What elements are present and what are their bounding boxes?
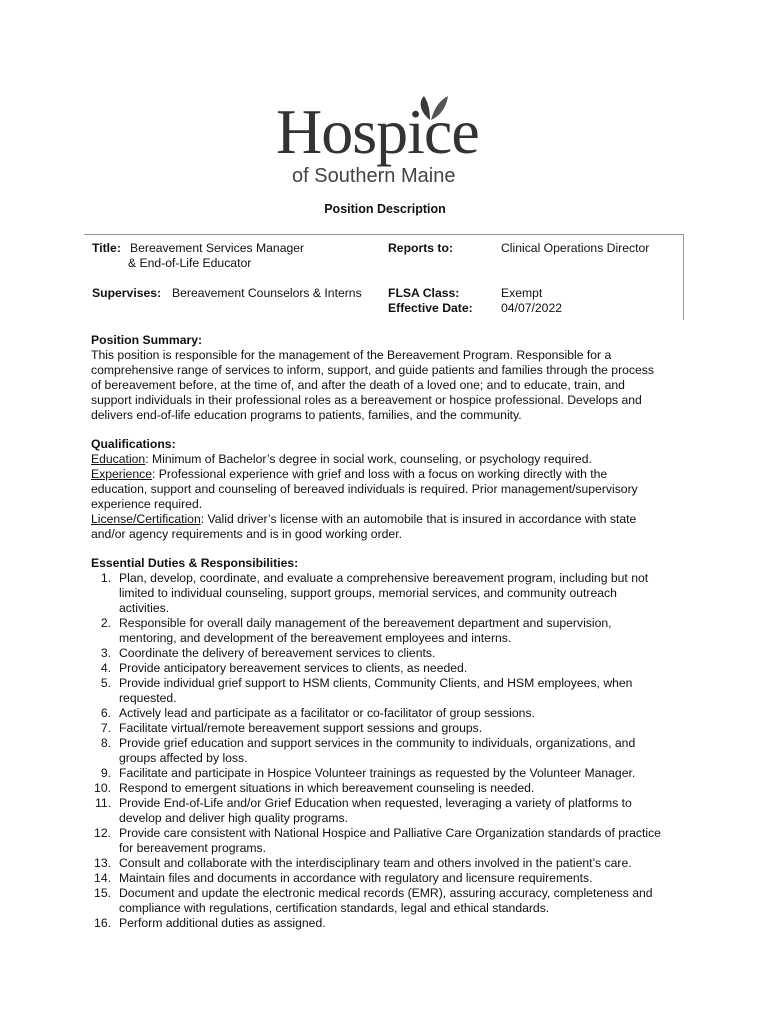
duty-item [91,616,691,646]
duty-text: Plan, develop, coordinate, and evaluate a comprehensive bereavement program, including but not [119,571,649,585]
duty-text: Responsible for overall daily management of the bereavement department and supervision, [119,616,612,630]
duty-item [91,886,691,916]
duty-item [91,721,691,736]
license-label: License/Certification [91,512,201,526]
duty-text: compliance with regulations, certification standards, legal and ethical standards. [119,901,550,915]
duty-item [91,571,691,616]
duty-item [91,661,691,676]
experience-label: Experience [91,467,152,481]
duty-item [91,766,691,781]
position-summary [91,333,691,423]
document-title: Position Description [324,202,446,216]
duty-text: limited to individual counseling, support groups, memorial services, and community outreach [119,586,617,600]
duty-item [91,856,691,871]
duty-item [91,676,691,706]
summary-line: This position is responsible for the management of the Bereavement Program. Responsible for a [91,348,612,362]
duty-text: Facilitate and participate in Hospice Volunteer trainings as requested by the Volunteer Manager. [119,766,636,780]
duty-number: 12. [94,826,111,840]
duty-item [91,646,691,661]
header-rule-top [84,234,684,235]
duty-text: Provide End-of-Life and/or Grief Education when requested, leveraging a variety of platforms to [119,796,632,810]
duty-item [91,871,691,886]
duty-item [91,706,691,721]
duty-item [91,826,691,856]
duty-number: 10. [94,781,111,795]
duty-text: Respond to emergent situations in which bereavement counseling is needed. [119,781,535,795]
flsa-class-value: Exempt [501,286,543,300]
experience-line: experience required. [91,497,203,511]
experience-text: : Professional experience with grief and loss with a focus on working directly with the [151,467,608,481]
duty-text: Perform additional duties as assigned. [119,916,326,930]
duty-number: 4. [100,661,111,675]
duty-text: groups affected by loss. [119,751,248,765]
duty-number: 13. [94,856,111,870]
experience-line [91,467,691,482]
position-summary-heading: Position Summary: [91,333,203,347]
duties-heading: Essential Duties & Responsibilities: [91,556,299,570]
duty-text: Consult and collaborate with the interdisciplinary team and others involved in the patient’s care. [119,856,632,870]
license-text: : Valid driver’s license with an automobile that is insured in accordance with state [200,512,637,526]
duty-item [91,781,691,796]
education-label: Education [91,452,146,466]
duty-number: 3. [100,646,111,660]
duty-item [91,796,691,826]
education-line [91,452,691,467]
duty-item [91,916,691,931]
flsa-class-label: FLSA Class: [388,286,460,300]
title-value-line2: & End-of-Life Educator [128,256,252,270]
duty-number: 9. [100,766,111,780]
reports-to-label: Reports to: [388,241,453,255]
education-text: : Minimum of Bachelor’s degree in social work, counseling, or psychology required. [145,452,592,466]
duty-text: Document and update the electronic medical records (EMR), assuring accuracy, completeness and [119,886,653,900]
duty-item [91,736,691,766]
duty-text: Provide individual grief support to HSM clients, Community Clients, and HSM employees, when [119,676,633,690]
license-line: and/or agency requirements and is in good working order. [91,527,402,541]
duty-text: Provide anticipatory bereavement services to clients, as needed. [119,661,468,675]
duty-number: 5. [100,676,111,690]
effective-date-value: 04/07/2022 [501,301,562,315]
duty-text: Coordinate the delivery of bereavement services to clients. [119,646,436,660]
duty-number: 6. [100,706,111,720]
duty-number: 16. [94,916,111,930]
supervises-label: Supervises: [92,286,162,300]
summary-line: of bereavement before, at the time of, and after the death of a loved one; and to educate, train, and [91,378,625,392]
duty-number: 14. [94,871,111,885]
essential-duties [91,556,691,931]
license-line [91,512,691,527]
duties-list [91,571,691,931]
duty-text: Maintain files and documents in accordance with regulatory and licensure requirements. [119,871,593,885]
summary-line: comprehensive range of services to inform, support, and guide patients and families through the process [91,363,654,377]
duty-number: 15. [94,886,111,900]
duty-number: 2. [100,616,111,630]
title-label: Title: [92,241,121,255]
summary-line: support individuals in their professional roles as a bereavement or hospice professional. Develops and [91,393,642,407]
duty-text: activities. [119,601,170,615]
experience-line: education, support and counseling of bereaved individuals is required. Prior management/supervisory [91,482,638,496]
duty-number: 7. [100,721,111,735]
duty-text: Provide care consistent with National Hospice and Palliative Care Organization standards of practice [119,826,661,840]
duty-text: requested. [119,691,177,705]
duty-text: Provide grief education and support services in the community to individuals, organizations, and [119,736,636,750]
hospice-logo [270,92,510,192]
duty-text: for bereavement programs. [119,841,266,855]
header-rule-right [683,234,684,320]
supervises-value: Bereavement Counselors & Interns [172,286,362,300]
duty-text: Facilitate virtual/remote bereavement support sessions and groups. [119,721,483,735]
reports-to-value: Clinical Operations Director [501,241,650,255]
summary-line: delivers end-of-life education programs to patients, families, and the community. [91,408,522,422]
duty-number: 1. [100,571,111,585]
logo-tagline: of Southern Maine [292,165,456,187]
duty-text: Actively lead and participate as a facilitator or co-facilitator of group sessions. [119,706,535,720]
duty-text: mentoring, and development of the bereavement employees and interns. [119,631,512,645]
qualifications-heading: Qualifications: [91,437,176,451]
title-value-line1: Bereavement Services Manager [130,241,305,255]
qualifications [91,437,691,542]
logo-wordmark: Hospice [276,96,479,167]
duty-number: 11. [94,796,111,810]
duty-number: 8. [100,736,111,750]
duty-text: develop and deliver high quality programs. [119,811,348,825]
effective-date-label: Effective Date: [388,301,473,315]
